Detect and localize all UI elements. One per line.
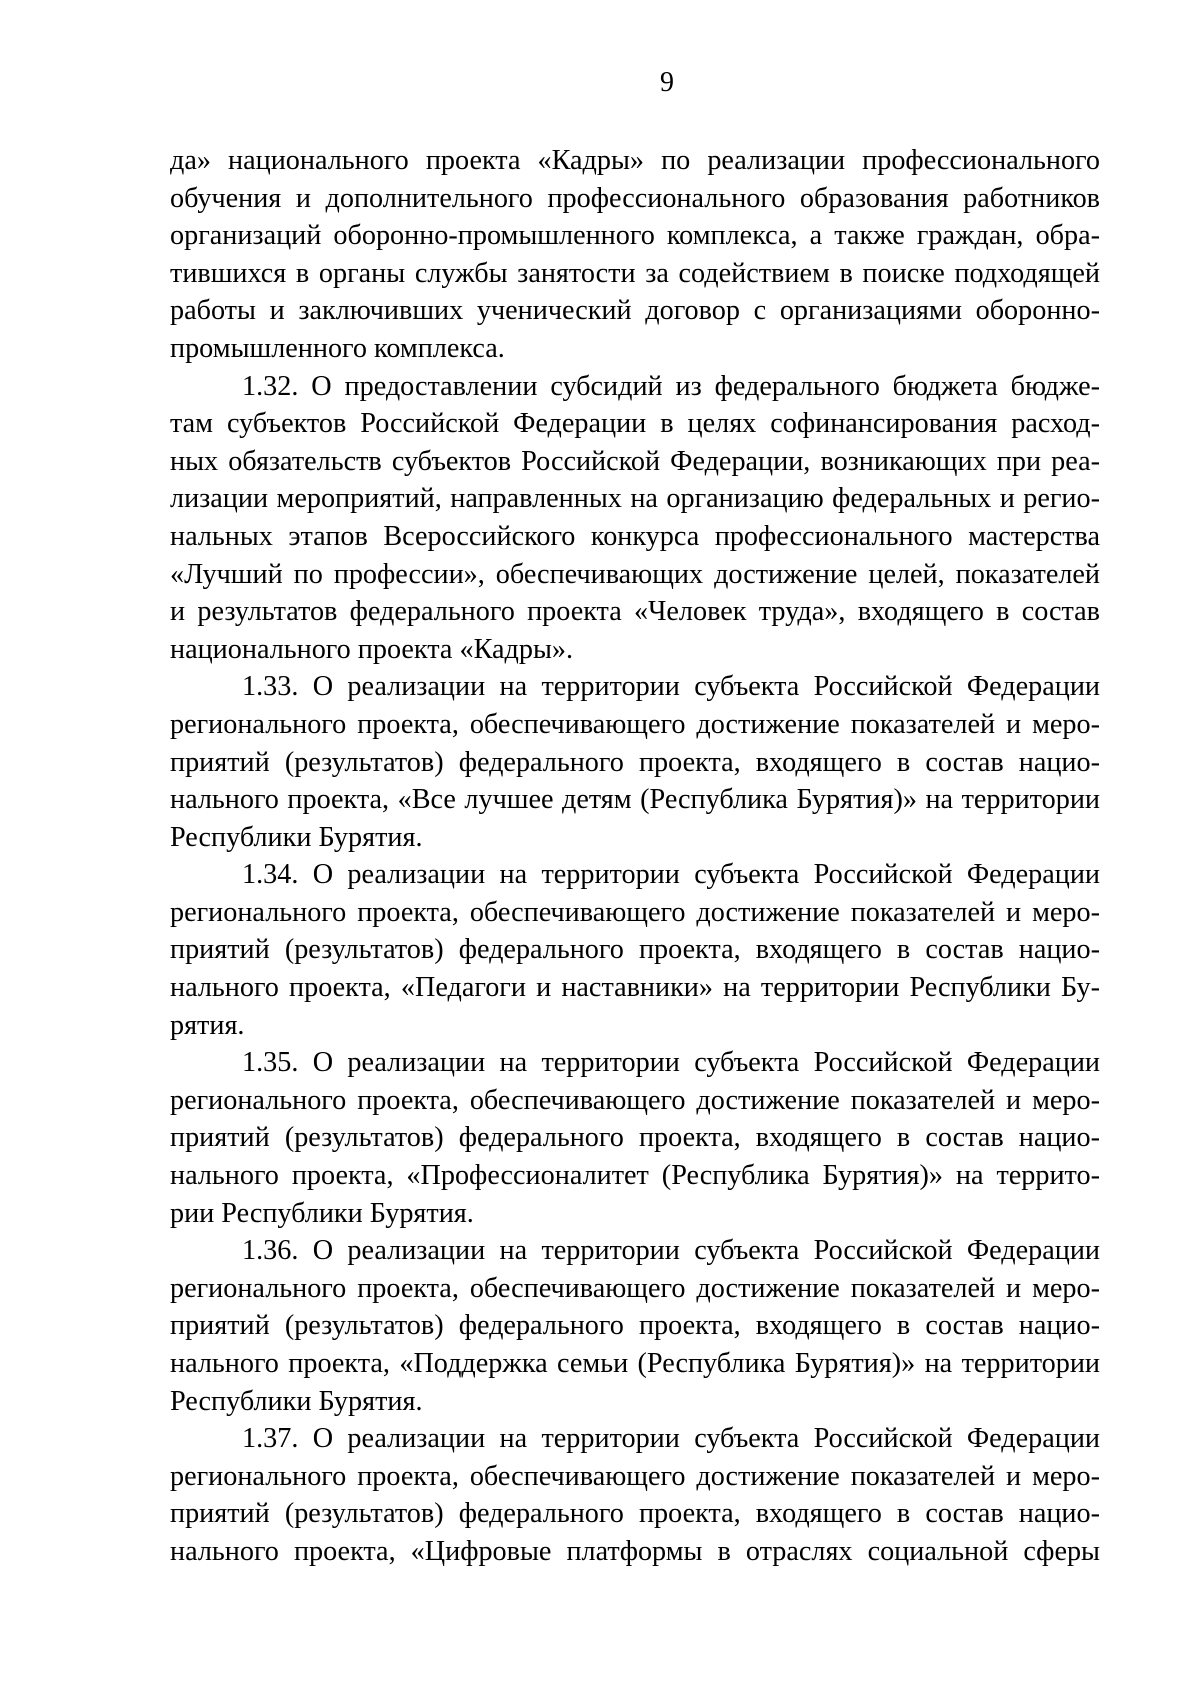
text-line: нального проекта, «Цифровые платформы в отраслях социальной сферы bbox=[170, 1535, 1100, 1567]
paragraph bbox=[170, 368, 1100, 669]
document-body bbox=[170, 142, 1100, 1571]
paragraph bbox=[170, 1420, 1100, 1570]
paragraph bbox=[170, 668, 1100, 856]
text-line: да» национального проекта «Кадры» по реализации профессионального bbox=[170, 145, 1100, 176]
paragraph bbox=[170, 1232, 1100, 1420]
paragraph bbox=[170, 856, 1100, 1044]
text-line: регионального проекта, обеспечивающего достижение показателей и меро- bbox=[170, 896, 1100, 928]
text-line: Республики Бурятия. bbox=[170, 1385, 423, 1417]
text-line: 1.35. О реализации на территории субъекта Российской Федерации bbox=[242, 1047, 1100, 1079]
text-line: приятий (результатов) федерального проекта, входящего в состав нацио- bbox=[170, 934, 1100, 966]
text-line: нального проекта, «Педагоги и наставники» на территории Республики Бу- bbox=[170, 972, 1100, 1004]
text-line: «Лучший по профессии», обеспечивающих достижение целей, показателей bbox=[170, 558, 1100, 590]
text-line: 1.34. О реализации на территории субъекта Российской Федерации bbox=[242, 859, 1100, 891]
text-line: регионального проекта, обеспечивающего достижение показателей и меро- bbox=[170, 1084, 1100, 1116]
text-line: регионального проекта, обеспечивающего достижение показателей и меро- bbox=[170, 1272, 1100, 1304]
text-line: национального проекта «Кадры». bbox=[170, 633, 574, 665]
text-line: промышленного комплекса. bbox=[170, 332, 505, 364]
text-line: Республики Бурятия. bbox=[170, 821, 423, 853]
text-line: приятий (результатов) федерального проекта, входящего в состав нацио- bbox=[170, 1310, 1100, 1342]
text-line: нальных этапов Всероссийского конкурса профессионального мастерства bbox=[170, 520, 1100, 552]
text-line: 1.36. О реализации на территории субъекта Российской Федерации bbox=[242, 1235, 1100, 1267]
text-line: ных обязательств субъектов Российской Федерации, возникающих при реа- bbox=[170, 445, 1100, 477]
text-line: обучения и дополнительного профессионального образования работников bbox=[170, 182, 1100, 214]
text-line: и результатов федерального проекта «Человек труда», входящего в состав bbox=[170, 596, 1100, 628]
text-line: там субъектов Российской Федерации в целях софинансирования расход- bbox=[170, 408, 1100, 440]
text-line: приятий (результатов) федерального проекта, входящего в состав нацио- bbox=[170, 1122, 1100, 1154]
text-line: приятий (результатов) федерального проекта, входящего в состав нацио- bbox=[170, 746, 1100, 778]
text-line: 1.33. О реализации на территории субъекта Российской Федерации bbox=[242, 671, 1100, 703]
text-line: 1.37. О реализации на территории субъекта Российской Федерации bbox=[242, 1423, 1100, 1455]
text-line: организаций оборонно-промышленного комплекса, а также граждан, обра- bbox=[170, 220, 1100, 252]
text-line: регионального проекта, обеспечивающего достижение показателей и меро- bbox=[170, 708, 1100, 740]
paragraph bbox=[170, 1044, 1100, 1232]
text-line: лизации мероприятий, направленных на организацию федеральных и регио- bbox=[170, 483, 1100, 515]
text-line: нального проекта, «Поддержка семьи (Республика Бурятия)» на территории bbox=[170, 1348, 1100, 1379]
text-line: регионального проекта, обеспечивающего достижение показателей и меро- bbox=[170, 1460, 1100, 1492]
text-line: рии Республики Бурятия. bbox=[170, 1197, 474, 1229]
text-line: тившихся в органы службы занятости за содействием в поиске подходящей bbox=[170, 257, 1100, 289]
text-line: нального проекта, «Все лучшее детям (Республика Бурятия)» на территории bbox=[170, 784, 1100, 816]
text-line: приятий (результатов) федерального проекта, входящего в состав нацио- bbox=[170, 1498, 1100, 1530]
text-line: работы и заключивших ученический договор с организациями оборонно- bbox=[170, 295, 1100, 327]
text-line: рятия. bbox=[170, 1009, 245, 1041]
text-line: 1.32. О предоставлении субсидий из федерального бюджета бюдже- bbox=[242, 370, 1100, 402]
paragraph bbox=[170, 142, 1100, 368]
text-line: нального проекта, «Профессионалитет (Республика Бурятия)» на террито- bbox=[170, 1160, 1100, 1192]
page-number: 9 bbox=[660, 67, 674, 98]
